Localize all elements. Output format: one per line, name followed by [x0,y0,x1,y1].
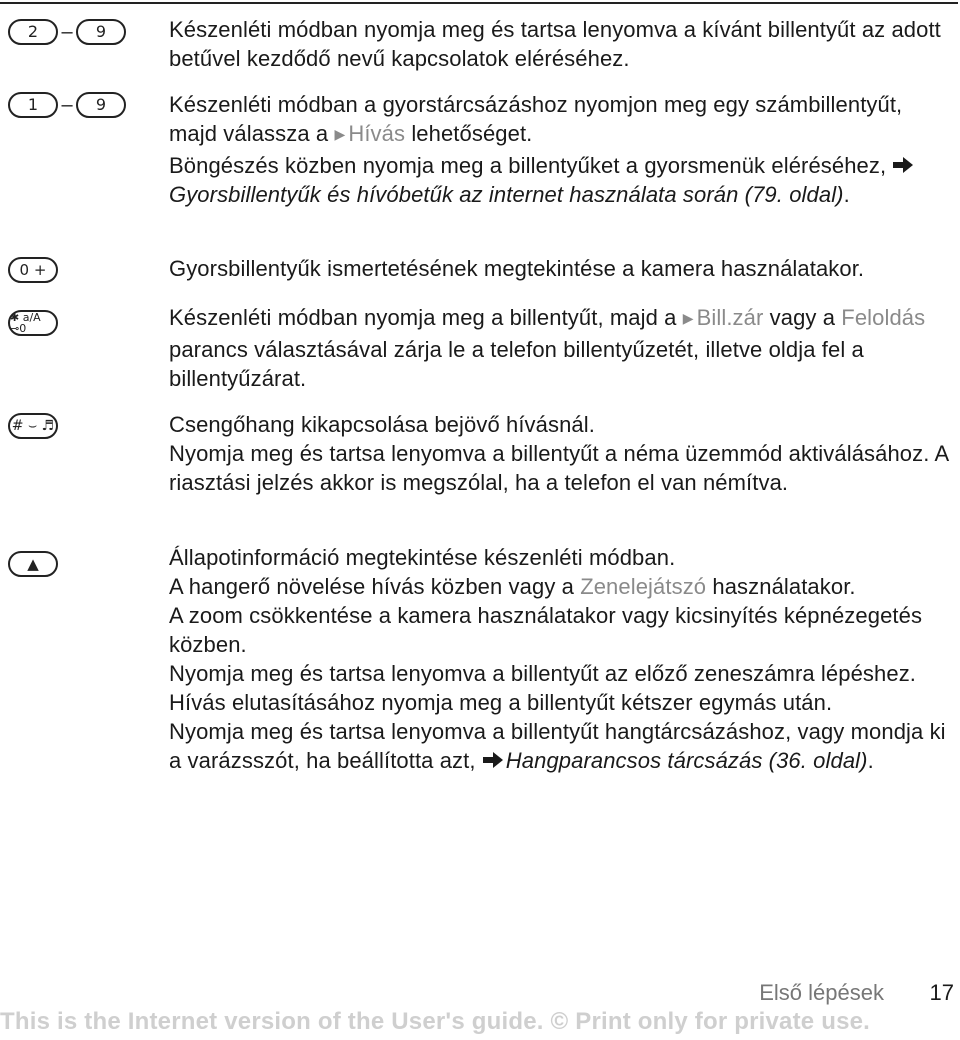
key-2-icon: 2 [8,19,58,45]
key-9-icon: 9 [76,19,126,45]
description-paragraph: Böngészés közben nyomja meg a billentyűket a gyorsmenük eléréséhez, Gyorsbillentyűk és hívóbetűk az internet használata során (79. oldal). [169,151,949,209]
top-rule [0,2,958,4]
key-single [8,309,58,337]
menu-option-call: Hívás [348,121,406,146]
description-paragraph: A hangerő növelése hívás közben vagy a Zenelejátszó használatakor. [169,574,856,599]
description-paragraph: Nyomja meg és tartsa lenyomva a billentyűt hangtárcsázáshoz, vagy mondja ki a varázsszót, ha beállította azt, Hangparancsos tárcsázás (36. oldal). [169,719,946,773]
watermark-text: This is the Internet version of the User's guide. © Print only for private use. [0,1008,871,1035]
see-reference-arrow-icon [482,752,504,768]
menu-arrow-icon: ▶ [682,310,694,326]
row-description [169,410,949,497]
description-paragraph: Nyomja meg és tartsa lenyomva a billentyűt az előző zeneszámra lépéshez. [169,661,917,686]
menu-option-unlock: Feloldás [841,305,926,330]
cross-reference-link[interactable]: Hangparancsos tárcsázás (36. oldal) [505,748,868,773]
description-paragraph: Nyomja meg és tartsa lenyomva a billentyűt a néma üzemmód aktiválásához. A riasztási jelzés akkor is megszólal, ha a telefon el van némítva. [169,441,948,495]
key-star-icon: ✱ a/A ⊸0 [8,310,58,336]
description-paragraph: Készenléti módban nyomja meg és tartsa lenyomva a kívánt billentyűt az adott betűvel kezdődő nevű kapcsolatok eléréséhez. [169,17,941,71]
description-paragraph: Csengőhang kikapcsolása bejövő hívásnál. [169,412,595,437]
menu-option-lock: Bill.zár [696,305,764,330]
key-single [8,412,58,440]
see-reference-arrow-icon [892,157,914,173]
key-1-icon: 1 [8,92,58,118]
description-paragraph: Gyorsbillentyűk ismertetésének megtekintése a kamera használatakor. [169,256,865,281]
key-single [8,550,58,578]
range-dash: – [61,94,73,116]
range-dash: – [61,21,73,43]
row-description [169,90,949,209]
page-number: 17 [929,980,954,1005]
description-paragraph: A zoom csökkentése a kamera használatakor vagy kicsinyítés képnézegetés közben. [169,603,923,657]
description-paragraph: Készenléti módban nyomja meg a billentyűt, majd a ▶ Bill.zár vagy a Feloldás parancs választásával zárja le a telefon billentyűzetét, illetve oldja fel a billentyűzárat. [169,305,926,391]
row-description [169,15,949,73]
description-paragraph: Hívás elutasításához nyomja meg a billentyűt kétszer egymás után. [169,690,833,715]
key-0-plus-icon: 0 + [8,257,58,283]
key-range [8,18,126,46]
footer-section-title: Első lépések [759,980,884,1005]
description-paragraph: Állapotinformáció megtekintése készenléti módban. [169,545,676,570]
key-9-icon: 9 [76,92,126,118]
key-range [8,91,126,119]
description-paragraph: Készenléti módban a gyorstárcsázáshoz nyomjon meg egy számbillentyűt, majd válassza a ▶ Hívás lehetőséget. [169,92,903,146]
row-description [169,543,949,775]
cross-reference-link[interactable]: Gyorsbillentyűk és hívóbetűk az internet használata során (79. oldal) [169,182,844,207]
menu-arrow-icon: ▶ [334,126,346,142]
row-description [169,303,949,393]
key-hash-silent-icon: # ⌣ ♬ [8,413,58,439]
menu-option-music-player: Zenelejátszó [580,574,707,599]
volume-up-key-icon: ▲ [8,551,58,577]
row-description [169,254,949,283]
key-single [8,256,58,284]
